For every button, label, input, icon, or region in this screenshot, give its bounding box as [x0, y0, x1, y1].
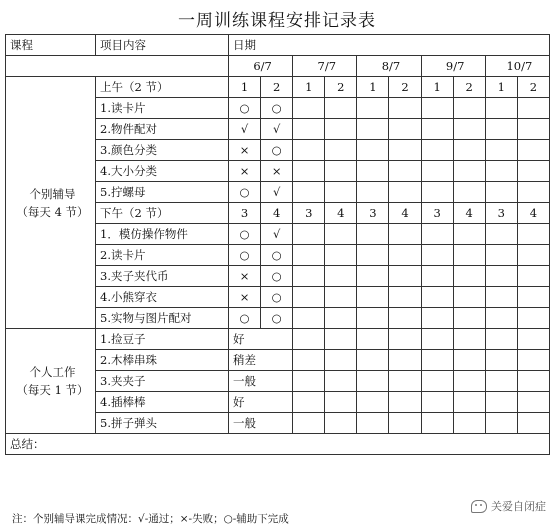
- empty-cell: [517, 224, 549, 245]
- empty-cell: [325, 392, 357, 413]
- empty-cell: [485, 329, 517, 350]
- empty-cell: [485, 392, 517, 413]
- summary-cell: 总结：: [6, 434, 550, 455]
- empty-cell: [517, 371, 549, 392]
- empty-cell: [485, 182, 517, 203]
- empty-cell: [357, 413, 389, 434]
- empty-cell: [293, 287, 325, 308]
- empty-cell: [357, 329, 389, 350]
- empty-cell: [485, 98, 517, 119]
- session-number: 4: [325, 203, 357, 224]
- table-row: [6, 434, 550, 455]
- item-name: 3.夹子夹代币: [96, 266, 229, 287]
- blank-cell: [6, 56, 229, 77]
- result-mark: ○: [261, 287, 293, 308]
- header-date: 日期: [229, 35, 550, 56]
- result-text: 稍差: [229, 350, 293, 371]
- item-name: 1．模仿操作物件: [96, 224, 229, 245]
- date-cell: 9/7: [421, 56, 485, 77]
- session-number: 4: [261, 203, 293, 224]
- empty-cell: [293, 392, 325, 413]
- empty-cell: [485, 413, 517, 434]
- empty-cell: [485, 350, 517, 371]
- empty-cell: [485, 371, 517, 392]
- session-number: 4: [389, 203, 421, 224]
- session-number: 2: [389, 77, 421, 98]
- empty-cell: [357, 119, 389, 140]
- table-row: [6, 77, 550, 98]
- result-mark: ○: [261, 140, 293, 161]
- empty-cell: [293, 245, 325, 266]
- empty-cell: [517, 350, 549, 371]
- empty-cell: [357, 392, 389, 413]
- empty-cell: [421, 182, 453, 203]
- personal-label: [6, 329, 96, 434]
- item-name: 4.大小分类: [96, 161, 229, 182]
- session-number: 1: [293, 77, 325, 98]
- session-number: 2: [325, 77, 357, 98]
- item-name: 4.插棒棒: [96, 392, 229, 413]
- personal-label-line2: （每天 1 节）: [16, 383, 89, 397]
- empty-cell: [421, 119, 453, 140]
- result-mark: √: [261, 182, 293, 203]
- empty-cell: [325, 182, 357, 203]
- empty-cell: [389, 392, 421, 413]
- empty-cell: [421, 350, 453, 371]
- empty-cell: [517, 140, 549, 161]
- result-text: 一般: [229, 371, 293, 392]
- item-name: 2.木棒串珠: [96, 350, 229, 371]
- individual-label: [6, 77, 96, 329]
- empty-cell: [357, 98, 389, 119]
- watermark: [471, 498, 546, 514]
- empty-cell: [485, 245, 517, 266]
- empty-cell: [453, 224, 485, 245]
- result-mark: ×: [229, 140, 261, 161]
- empty-cell: [293, 140, 325, 161]
- empty-cell: [293, 161, 325, 182]
- table-title: 一周训练课程安排记录表: [178, 11, 376, 31]
- empty-cell: [325, 98, 357, 119]
- empty-cell: [517, 245, 549, 266]
- empty-cell: [485, 287, 517, 308]
- empty-cell: [325, 350, 357, 371]
- empty-cell: [517, 119, 549, 140]
- empty-cell: [293, 371, 325, 392]
- result-mark: ○: [261, 98, 293, 119]
- empty-cell: [517, 392, 549, 413]
- morning-label: 上午（2 节）: [96, 77, 229, 98]
- item-name: 4.小熊穿衣: [96, 287, 229, 308]
- empty-cell: [485, 119, 517, 140]
- empty-cell: [357, 161, 389, 182]
- empty-cell: [421, 413, 453, 434]
- empty-cell: [453, 371, 485, 392]
- empty-cell: [517, 161, 549, 182]
- session-number: 2: [517, 77, 549, 98]
- empty-cell: [389, 161, 421, 182]
- result-mark: ○: [261, 245, 293, 266]
- date-cell: 7/7: [293, 56, 357, 77]
- legend-note: 注：个别辅导课完成情况：√-通过；×-失败；○-辅助下完成: [12, 513, 289, 525]
- empty-cell: [453, 350, 485, 371]
- session-number: 1: [229, 77, 261, 98]
- empty-cell: [421, 140, 453, 161]
- empty-cell: [325, 119, 357, 140]
- empty-cell: [325, 140, 357, 161]
- empty-cell: [421, 245, 453, 266]
- item-name: 2.读卡片: [96, 245, 229, 266]
- result-mark: ×: [229, 161, 261, 182]
- empty-cell: [421, 329, 453, 350]
- session-number: 3: [293, 203, 325, 224]
- result-mark: ×: [229, 266, 261, 287]
- empty-cell: [293, 224, 325, 245]
- empty-cell: [325, 371, 357, 392]
- empty-cell: [293, 413, 325, 434]
- session-number: 1: [357, 77, 389, 98]
- empty-cell: [293, 329, 325, 350]
- empty-cell: [389, 98, 421, 119]
- empty-cell: [357, 140, 389, 161]
- empty-cell: [293, 308, 325, 329]
- empty-cell: [389, 140, 421, 161]
- empty-cell: [325, 224, 357, 245]
- empty-cell: [453, 245, 485, 266]
- empty-cell: [293, 98, 325, 119]
- empty-cell: [293, 182, 325, 203]
- empty-cell: [389, 371, 421, 392]
- empty-cell: [453, 140, 485, 161]
- item-name: 5.拼子弹头: [96, 413, 229, 434]
- result-mark: √: [229, 119, 261, 140]
- result-mark: √: [261, 224, 293, 245]
- empty-cell: [389, 224, 421, 245]
- empty-cell: [485, 308, 517, 329]
- empty-cell: [453, 392, 485, 413]
- table-row: [6, 329, 550, 350]
- item-name: 5.拧螺母: [96, 182, 229, 203]
- result-mark: ×: [261, 161, 293, 182]
- empty-cell: [517, 329, 549, 350]
- empty-cell: [453, 161, 485, 182]
- empty-cell: [485, 161, 517, 182]
- schedule-table: [5, 34, 550, 455]
- result-mark: ○: [229, 245, 261, 266]
- empty-cell: [389, 182, 421, 203]
- session-number: 1: [485, 77, 517, 98]
- empty-cell: [453, 287, 485, 308]
- empty-cell: [389, 350, 421, 371]
- result-mark: ○: [261, 266, 293, 287]
- item-name: 5.实物与图片配对: [96, 308, 229, 329]
- table-row: [6, 35, 550, 56]
- empty-cell: [517, 413, 549, 434]
- empty-cell: [453, 308, 485, 329]
- empty-cell: [357, 224, 389, 245]
- session-number: 3: [485, 203, 517, 224]
- empty-cell: [357, 182, 389, 203]
- item-name: 3.夹夹子: [96, 371, 229, 392]
- empty-cell: [485, 224, 517, 245]
- empty-cell: [389, 119, 421, 140]
- afternoon-label: 下午（2 节）: [96, 203, 229, 224]
- item-name: 1.读卡片: [96, 98, 229, 119]
- empty-cell: [517, 182, 549, 203]
- session-number: 3: [357, 203, 389, 224]
- empty-cell: [421, 392, 453, 413]
- empty-cell: [325, 161, 357, 182]
- empty-cell: [293, 350, 325, 371]
- empty-cell: [421, 287, 453, 308]
- header-item: 项目内容: [96, 35, 229, 56]
- result-mark: ○: [261, 308, 293, 329]
- result-text: 一般: [229, 413, 293, 434]
- empty-cell: [389, 266, 421, 287]
- empty-cell: [421, 161, 453, 182]
- empty-cell: [389, 287, 421, 308]
- empty-cell: [453, 98, 485, 119]
- item-name: 1.捡豆子: [96, 329, 229, 350]
- session-number: 4: [517, 203, 549, 224]
- empty-cell: [357, 308, 389, 329]
- empty-cell: [421, 266, 453, 287]
- empty-cell: [517, 308, 549, 329]
- empty-cell: [293, 119, 325, 140]
- empty-cell: [389, 329, 421, 350]
- session-number: 3: [421, 203, 453, 224]
- session-number: 1: [421, 77, 453, 98]
- session-number: 2: [261, 77, 293, 98]
- date-cell: 10/7: [485, 56, 549, 77]
- empty-cell: [421, 371, 453, 392]
- empty-cell: [357, 350, 389, 371]
- item-name: 3.颜色分类: [96, 140, 229, 161]
- empty-cell: [357, 371, 389, 392]
- session-number: 4: [453, 203, 485, 224]
- header-course: 课程: [6, 35, 96, 56]
- empty-cell: [453, 329, 485, 350]
- empty-cell: [421, 308, 453, 329]
- empty-cell: [293, 266, 325, 287]
- empty-cell: [389, 308, 421, 329]
- result-mark: √: [261, 119, 293, 140]
- empty-cell: [517, 266, 549, 287]
- empty-cell: [517, 287, 549, 308]
- empty-cell: [453, 119, 485, 140]
- date-cell: 8/7: [357, 56, 421, 77]
- table-row: [6, 56, 550, 77]
- wechat-icon: [471, 500, 487, 513]
- result-mark: ○: [229, 182, 261, 203]
- empty-cell: [389, 245, 421, 266]
- empty-cell: [421, 224, 453, 245]
- empty-cell: [389, 413, 421, 434]
- session-number: 2: [453, 77, 485, 98]
- result-text: 好: [229, 392, 293, 413]
- result-text: 好: [229, 329, 293, 350]
- item-name: 2.物件配对: [96, 119, 229, 140]
- empty-cell: [357, 245, 389, 266]
- empty-cell: [325, 245, 357, 266]
- empty-cell: [357, 287, 389, 308]
- result-mark: ○: [229, 224, 261, 245]
- empty-cell: [325, 413, 357, 434]
- personal-label-line1: 个人工作: [29, 365, 76, 379]
- empty-cell: [325, 329, 357, 350]
- empty-cell: [325, 308, 357, 329]
- individual-label-line2: （每天 4 节）: [16, 204, 89, 219]
- individual-label-line1: 个别辅导: [29, 186, 76, 201]
- empty-cell: [453, 413, 485, 434]
- empty-cell: [485, 140, 517, 161]
- empty-cell: [453, 266, 485, 287]
- empty-cell: [357, 266, 389, 287]
- result-mark: ○: [229, 98, 261, 119]
- empty-cell: [485, 266, 517, 287]
- empty-cell: [421, 98, 453, 119]
- empty-cell: [453, 182, 485, 203]
- empty-cell: [325, 287, 357, 308]
- result-mark: ○: [229, 308, 261, 329]
- result-mark: ×: [229, 287, 261, 308]
- date-cell: 6/7: [229, 56, 293, 77]
- empty-cell: [517, 98, 549, 119]
- session-number: 3: [229, 203, 261, 224]
- empty-cell: [325, 266, 357, 287]
- watermark-text: 关爱自闭症: [491, 500, 546, 513]
